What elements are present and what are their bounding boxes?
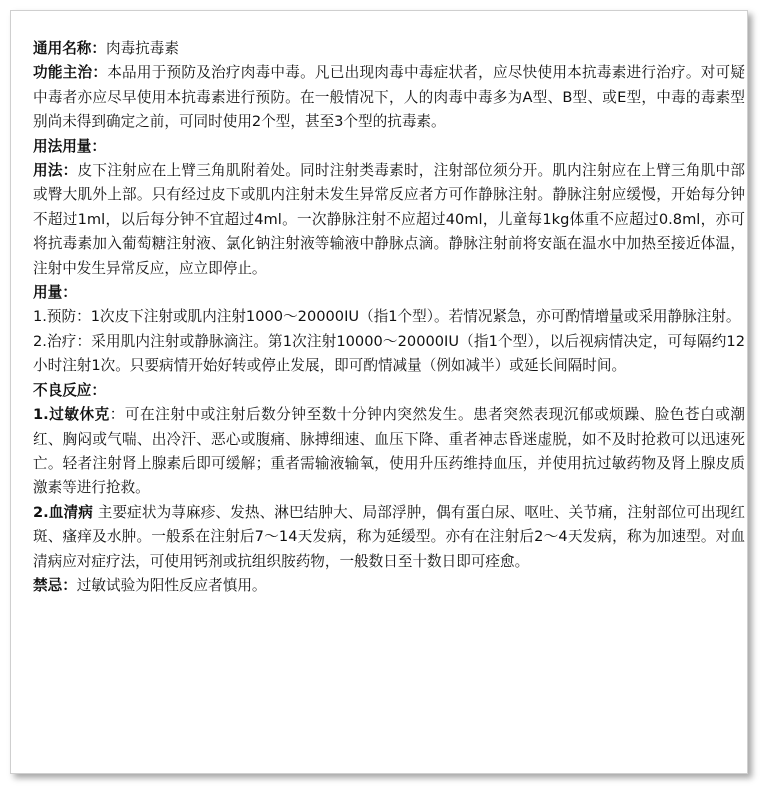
usage-label: 用法： xyxy=(33,162,78,180)
indication-paragraph xyxy=(33,61,745,134)
document-frame xyxy=(10,10,748,774)
contraindication-text: 过敏试验为阳性反应者慎用。 xyxy=(76,576,267,594)
document-body xyxy=(33,37,745,598)
indication-label: 功能主治： xyxy=(33,64,108,82)
usage-paragraph xyxy=(33,159,745,281)
generic-name-label: 通用名称： xyxy=(33,40,106,57)
dosage-item-treatment: 2.治疗：采用肌内注射或静脉滴注。第1次注射10000～20000IU（指1个型），以后视病情决定，可每隔约12小时注射1次。只要病情开始好转或停止发展，即可酌情减量（例如减半）或延长间隔时间。 xyxy=(33,332,745,375)
contraindication-label: 禁忌： xyxy=(33,576,77,594)
generic-name-line xyxy=(33,37,745,61)
serum-sickness-paragraph xyxy=(33,501,745,574)
adverse-heading: 不良反应： xyxy=(33,381,106,399)
indication-text: 本品用于预防及治疗肉毒中毒。凡已出现肉毒中毒症状者，应尽快使用本抗毒素进行治疗。对可疑中毒者亦应尽早使用本抗毒素进行预防。在一般情况下，人的肉毒中毒多为A型、B型、或E型，中毒的毒素型别尚未得到确定之前，可同时使用2个型，甚至3个型的抗毒素。 xyxy=(33,64,745,131)
contraindication-line xyxy=(33,574,745,598)
anaphylaxis-text: ：可在注射中或注射后数分钟至数十分钟内突然发生。患者突然表现沉郁或烦躁、脸色苍白或潮红、胸闷或气喘、出冷汗、恶心或腹痛、脉搏细速、血压下降、重者神志昏迷虚脱，如不及时抢救可以迅速死亡。轻者注射肾上腺素后即可缓解；重者需输液输氧，使用升压药维持血压，并使用抗过敏药物及肾上腺皮质激素等进行抢救。 xyxy=(33,406,745,497)
serum-sickness-label: 2.血清病 xyxy=(33,503,93,521)
dosage-item-prevention: 1.预防：1次皮下注射或肌内注射1000～20000IU（指1个型）。若情况紧急，亦可酌情增量或采用静脉注射。 xyxy=(33,308,741,326)
usage-heading: 用法用量： xyxy=(33,137,106,155)
generic-name-value: 肉毒抗毒素 xyxy=(105,40,179,57)
anaphylaxis-paragraph xyxy=(33,403,745,501)
serum-sickness-text: 主要症状为荨麻疹、发热、淋巴结肿大、局部浮肿，偶有蛋白尿、呕吐、关节痛，注射部位可出现红斑、瘙痒及水肿。一般系在注射后7～14天发病，称为延缓型。亦有在注射后2～4天发病，称为加速型。对血清病应对症疗法，可使用钙剂或抗组织胺药物，一般数日至十数日即可痊愈。 xyxy=(33,503,745,570)
dosage-heading: 用量： xyxy=(33,284,77,302)
usage-text: 皮下注射应在上臂三角肌附着处。同时注射类毒素时，注射部位须分开。肌内注射应在上臂三角肌中部或臀大肌外上部。只有经过皮下或肌内注射未发生异常反应者方可作静脉注射。静脉注射应缓慢，开始每分钟不超过1ml，以后每分钟不宜超过4ml。一次静脉注射不应超过40ml，儿童每1kg体重不应超过0.8ml，亦可将抗毒素加入葡萄糖注射液、氯化钠注射液等输液中静脉点滴。静脉注射前将安瓿在温水中加热至接近体温，注射中发生异常反应，应立即停止。 xyxy=(33,162,745,277)
anaphylaxis-label: 1.过敏休克 xyxy=(33,406,110,424)
